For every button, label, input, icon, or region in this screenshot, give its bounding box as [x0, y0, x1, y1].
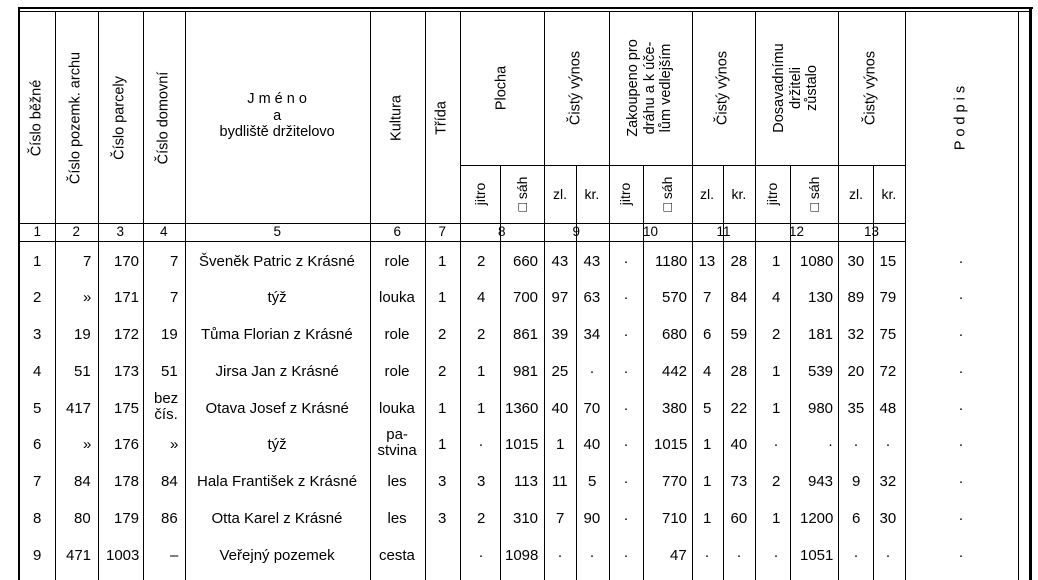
table-cell: 172 — [114, 325, 140, 343]
table-cell: 6 — [33, 435, 42, 453]
table-cell: 7 — [170, 252, 179, 270]
subheader-kr-1: kr. — [584, 186, 600, 202]
table-cell: · — [885, 435, 891, 453]
table-cell: cesta — [379, 546, 415, 564]
table-cell: 380 — [662, 399, 688, 417]
table-cell: 63 — [583, 288, 601, 306]
table-cell: 19 — [161, 325, 178, 343]
table-cell: 1015 — [654, 435, 688, 453]
header-purchased-for-railway: Zakoupeno pro dráhu a k úče- lům vedlejším — [624, 39, 675, 137]
table-cell: 861 — [513, 325, 539, 343]
table-cell: 4 — [703, 362, 712, 380]
table-cell: 80 — [74, 509, 91, 527]
table-cell: 9 — [33, 546, 42, 564]
subheader-zl-1: zl. — [553, 186, 567, 202]
table-cell: · — [478, 546, 484, 564]
table-cell: 1200 — [800, 509, 834, 527]
table-cell: 1 — [772, 509, 781, 527]
table-cell: 113 — [514, 472, 538, 490]
column-rule — [692, 12, 693, 580]
table-cell: 1 — [772, 399, 781, 417]
table-cell: 25 — [551, 362, 569, 380]
table-cell: 86 — [161, 509, 178, 527]
table-cell: 97 — [551, 288, 569, 306]
table-cell: Jirsa Jan z Krásné — [215, 362, 339, 380]
subheader-sah-2: □ sáh — [658, 176, 675, 212]
table-cell: 2 — [772, 472, 781, 490]
table-cell: 40 — [583, 435, 601, 453]
table-cell: 2 — [477, 509, 486, 527]
table-cell: 3 — [477, 472, 486, 490]
table-cell: · — [773, 435, 779, 453]
table-cell: 2 — [477, 325, 486, 343]
table-cell: týž — [267, 288, 287, 306]
column-number: 8 — [498, 224, 506, 239]
table-cell: 6 — [703, 325, 712, 343]
table-cell: – — [170, 546, 179, 564]
table-cell: · — [958, 509, 964, 527]
column-rule — [460, 12, 461, 580]
column-number: 1 — [33, 224, 42, 239]
table-cell: 4 — [33, 362, 42, 380]
table-cell: 1 — [772, 252, 781, 270]
table-cell: role — [384, 252, 410, 270]
table-cell: 1 — [477, 399, 486, 417]
column-rule — [425, 12, 426, 580]
table-cell: 770 — [662, 472, 688, 490]
table-cell: 72 — [879, 362, 897, 380]
table-cell: 43 — [551, 252, 569, 270]
table-cell: role — [384, 362, 410, 380]
table-cell: · — [623, 435, 629, 453]
table-cell: les — [387, 472, 407, 490]
table-cell: 32 — [847, 325, 865, 343]
header-bottom-rule — [20, 223, 905, 224]
header-signature: P o d p i s — [952, 85, 969, 151]
table-cell: 1 — [438, 399, 447, 417]
table-cell: 539 — [808, 362, 834, 380]
table-cell: Otta Karel z Krásné — [211, 509, 343, 527]
table-cell: týž — [267, 435, 287, 453]
subheader-kr-3: kr. — [881, 186, 897, 202]
table-cell: 1 — [556, 435, 565, 453]
table-cell: 7 — [33, 472, 42, 490]
table-cell: 39 — [551, 325, 569, 343]
table-cell: 11 — [552, 472, 568, 490]
table-cell: · — [958, 546, 964, 564]
table-cell: 1003 — [106, 546, 140, 564]
header-culture: Kultura — [388, 95, 405, 141]
top-border-rule — [18, 7, 1033, 9]
top-border-rule-inner — [18, 11, 1031, 12]
table-cell: 310 — [513, 509, 539, 527]
column-number: 5 — [273, 224, 282, 239]
subheader-zl-2: zl. — [700, 186, 714, 202]
column-rule — [55, 12, 56, 580]
table-cell: 176 — [114, 435, 140, 453]
table-cell: 700 — [513, 288, 539, 306]
table-cell: · — [958, 435, 964, 453]
subheader-jitro-3: jitro — [763, 182, 780, 206]
table-cell: 7 — [170, 288, 179, 306]
column-number: 9 — [572, 224, 581, 239]
table-cell: 73 — [730, 472, 748, 490]
table-cell: 179 — [114, 509, 140, 527]
table-cell: · — [958, 399, 964, 417]
table-cell: · — [623, 546, 629, 564]
table-cell: 70 — [583, 399, 601, 417]
column-number: 7 — [438, 224, 447, 239]
subheader-rule — [460, 165, 905, 166]
table-cell: · — [958, 288, 964, 306]
table-cell: · — [623, 252, 629, 270]
table-cell: 2 — [477, 252, 486, 270]
column-number: 6 — [393, 224, 402, 239]
table-cell: 60 — [730, 509, 748, 527]
column-number: 4 — [160, 224, 168, 239]
header-net-yield-2: Čistý výnos — [714, 50, 731, 126]
table-cell: 943 — [808, 472, 834, 490]
table-cell: 75 — [879, 325, 897, 343]
table-cell: 1 — [772, 362, 781, 380]
table-cell: 1 — [477, 362, 486, 380]
table-cell: · — [958, 252, 964, 270]
column-rule — [143, 12, 144, 580]
table-cell: pa- stvina — [377, 425, 417, 459]
table-cell: Veřejný pozemek — [219, 546, 335, 564]
header-land-sheet-number: Číslo pozemk. archu — [67, 51, 84, 185]
column-rule — [370, 12, 371, 580]
table-cell: 417 — [66, 399, 92, 417]
table-cell: 35 — [847, 399, 865, 417]
table-cell: bez čís. — [154, 389, 179, 423]
table-cell: 40 — [551, 399, 569, 417]
table-cell: 1098 — [505, 546, 539, 564]
table-cell: 84 — [730, 288, 748, 306]
column-number: 2 — [72, 224, 81, 239]
table-cell: 178 — [114, 472, 140, 490]
table-cell: role — [384, 325, 410, 343]
table-cell: · — [958, 472, 964, 490]
table-cell: 1 — [703, 472, 712, 490]
table-cell: 3 — [438, 472, 447, 490]
table-cell: » — [170, 435, 179, 453]
column-number-rule — [20, 241, 905, 242]
table-cell: 2 — [438, 362, 447, 380]
table-cell: · — [623, 509, 629, 527]
table-cell: 1 — [703, 509, 712, 527]
table-cell: 34 — [583, 325, 601, 343]
table-cell: louka — [379, 399, 415, 417]
table-cell: 13 — [698, 252, 716, 270]
table-cell: 980 — [808, 399, 834, 417]
table-cell: 4 — [772, 288, 781, 306]
table-cell: 570 — [662, 288, 688, 306]
table-cell: 43 — [583, 252, 601, 270]
table-cell: 9 — [852, 472, 861, 490]
header-row-number: Číslo běžné — [28, 79, 45, 157]
column-rule — [905, 12, 906, 580]
table-cell: 471 — [66, 546, 92, 564]
table-cell: 48 — [879, 399, 897, 417]
table-cell: 59 — [730, 325, 748, 343]
subheader-jitro-2: jitro — [616, 182, 633, 206]
table-cell: 1360 — [505, 399, 539, 417]
table-cell: 51 — [161, 362, 178, 380]
table-cell: · — [589, 546, 595, 564]
table-cell: 170 — [114, 252, 140, 270]
table-cell: · — [828, 435, 833, 453]
column-number: 12 — [789, 224, 805, 239]
table-cell: 7 — [556, 509, 565, 527]
table-cell: · — [623, 472, 629, 490]
table-cell: 19 — [74, 325, 91, 343]
header-owner-name: J m é n o a bydliště držitelovo — [219, 91, 335, 141]
table-cell: 130 — [808, 288, 834, 306]
left-border-rule — [18, 7, 20, 580]
table-cell: 660 — [513, 252, 539, 270]
table-cell: 5 — [33, 399, 42, 417]
table-cell: · — [853, 435, 859, 453]
table-cell: 84 — [74, 472, 91, 490]
table-cell: · — [885, 546, 891, 564]
column-rule — [185, 12, 186, 580]
table-cell: 1 — [33, 252, 42, 270]
table-cell: 442 — [662, 362, 688, 380]
table-cell: · — [623, 399, 629, 417]
table-cell: 20 — [847, 362, 865, 380]
table-cell: 3 — [438, 509, 447, 527]
table-cell: 1051 — [800, 546, 834, 564]
table-cell: 1 — [438, 288, 447, 306]
table-cell: 1080 — [800, 252, 834, 270]
column-rule — [609, 12, 610, 580]
column-number: 10 — [643, 224, 659, 239]
column-number: 3 — [116, 224, 125, 239]
table-cell: 680 — [662, 325, 688, 343]
table-cell: · — [623, 362, 629, 380]
right-border-rule — [1029, 7, 1032, 580]
table-cell: · — [704, 546, 710, 564]
table-cell: 89 — [847, 288, 865, 306]
header-class: Třída — [433, 101, 450, 135]
table-cell: 1 — [438, 252, 447, 270]
table-cell: · — [958, 362, 964, 380]
table-cell: » — [83, 288, 92, 306]
table-cell: 181 — [808, 325, 834, 343]
table-cell: · — [958, 325, 964, 343]
table-cell: 5 — [703, 399, 712, 417]
table-cell: 1 — [438, 435, 447, 453]
column-rule — [98, 12, 99, 580]
table-cell: 7 — [703, 288, 712, 306]
table-cell: Tůma Florian z Krásné — [201, 325, 353, 343]
table-cell: · — [478, 435, 484, 453]
table-cell: Hala František z Krásné — [197, 472, 358, 490]
column-rule — [755, 12, 756, 580]
header-remaining-to-owner: Dosavadnímu držiteli zůstalo — [770, 43, 821, 133]
table-cell: · — [623, 325, 629, 343]
column-number: 11 — [716, 224, 731, 239]
table-cell: 40 — [730, 435, 748, 453]
subheader-sah-1: □ sáh — [513, 176, 530, 212]
table-cell: 7 — [83, 252, 92, 270]
table-cell: 8 — [33, 509, 42, 527]
table-cell: 1015 — [505, 435, 539, 453]
header-house-number: Číslo domovní — [155, 71, 172, 165]
table-cell: 6 — [852, 509, 861, 527]
subheader-jitro-1: jitro — [471, 182, 488, 206]
column-number: 13 — [864, 224, 880, 239]
table-cell: 47 — [670, 546, 687, 564]
column-rule — [838, 12, 839, 580]
table-cell: 30 — [847, 252, 865, 270]
subheader-kr-2: kr. — [731, 186, 747, 202]
table-cell: Švenĕk Patric z Krásné — [199, 252, 355, 270]
table-cell: 79 — [879, 288, 897, 306]
table-cell: · — [623, 288, 629, 306]
table-cell: 84 — [161, 472, 178, 490]
table-cell: 22 — [730, 399, 748, 417]
column-rule — [1018, 12, 1019, 580]
table-cell: 90 — [583, 509, 601, 527]
table-cell: 28 — [730, 362, 748, 380]
table-cell: les — [387, 509, 407, 527]
header-net-yield-3: Čistý výnos — [862, 50, 879, 126]
subheader-zl-3: zl. — [849, 186, 863, 202]
table-cell: » — [83, 435, 92, 453]
table-cell: 1180 — [655, 252, 688, 270]
header-area: Plocha — [493, 65, 510, 111]
table-cell: 30 — [879, 509, 897, 527]
table-cell: 981 — [513, 362, 539, 380]
table-cell: · — [557, 546, 563, 564]
table-cell: 15 — [879, 252, 897, 270]
table-cell: 32 — [879, 472, 897, 490]
table-cell: 3 — [33, 325, 42, 343]
table-cell: · — [589, 362, 595, 380]
table-cell: 4 — [477, 288, 486, 306]
table-cell: 28 — [730, 252, 748, 270]
table-cell: · — [773, 546, 779, 564]
table-cell: 1 — [703, 435, 712, 453]
table-cell: 5 — [588, 472, 597, 490]
table-cell: 51 — [74, 362, 91, 380]
table-cell: · — [853, 546, 859, 564]
table-cell: · — [736, 546, 742, 564]
table-cell: 173 — [114, 362, 140, 380]
header-net-yield-1: Čistý výnos — [567, 50, 584, 126]
table-cell: louka — [379, 288, 415, 306]
table-cell: 2 — [438, 325, 447, 343]
table-cell: Otava Josef z Krásné — [205, 399, 349, 417]
table-cell: 2 — [33, 288, 42, 306]
header-parcel-number: Číslo parcely — [111, 76, 128, 160]
table-cell: 171 — [114, 288, 140, 306]
table-cell: 710 — [662, 509, 688, 527]
column-rule — [544, 12, 545, 580]
table-cell: 2 — [772, 325, 781, 343]
subheader-sah-3: □ sáh — [805, 176, 822, 212]
table-cell: 175 — [114, 399, 140, 417]
